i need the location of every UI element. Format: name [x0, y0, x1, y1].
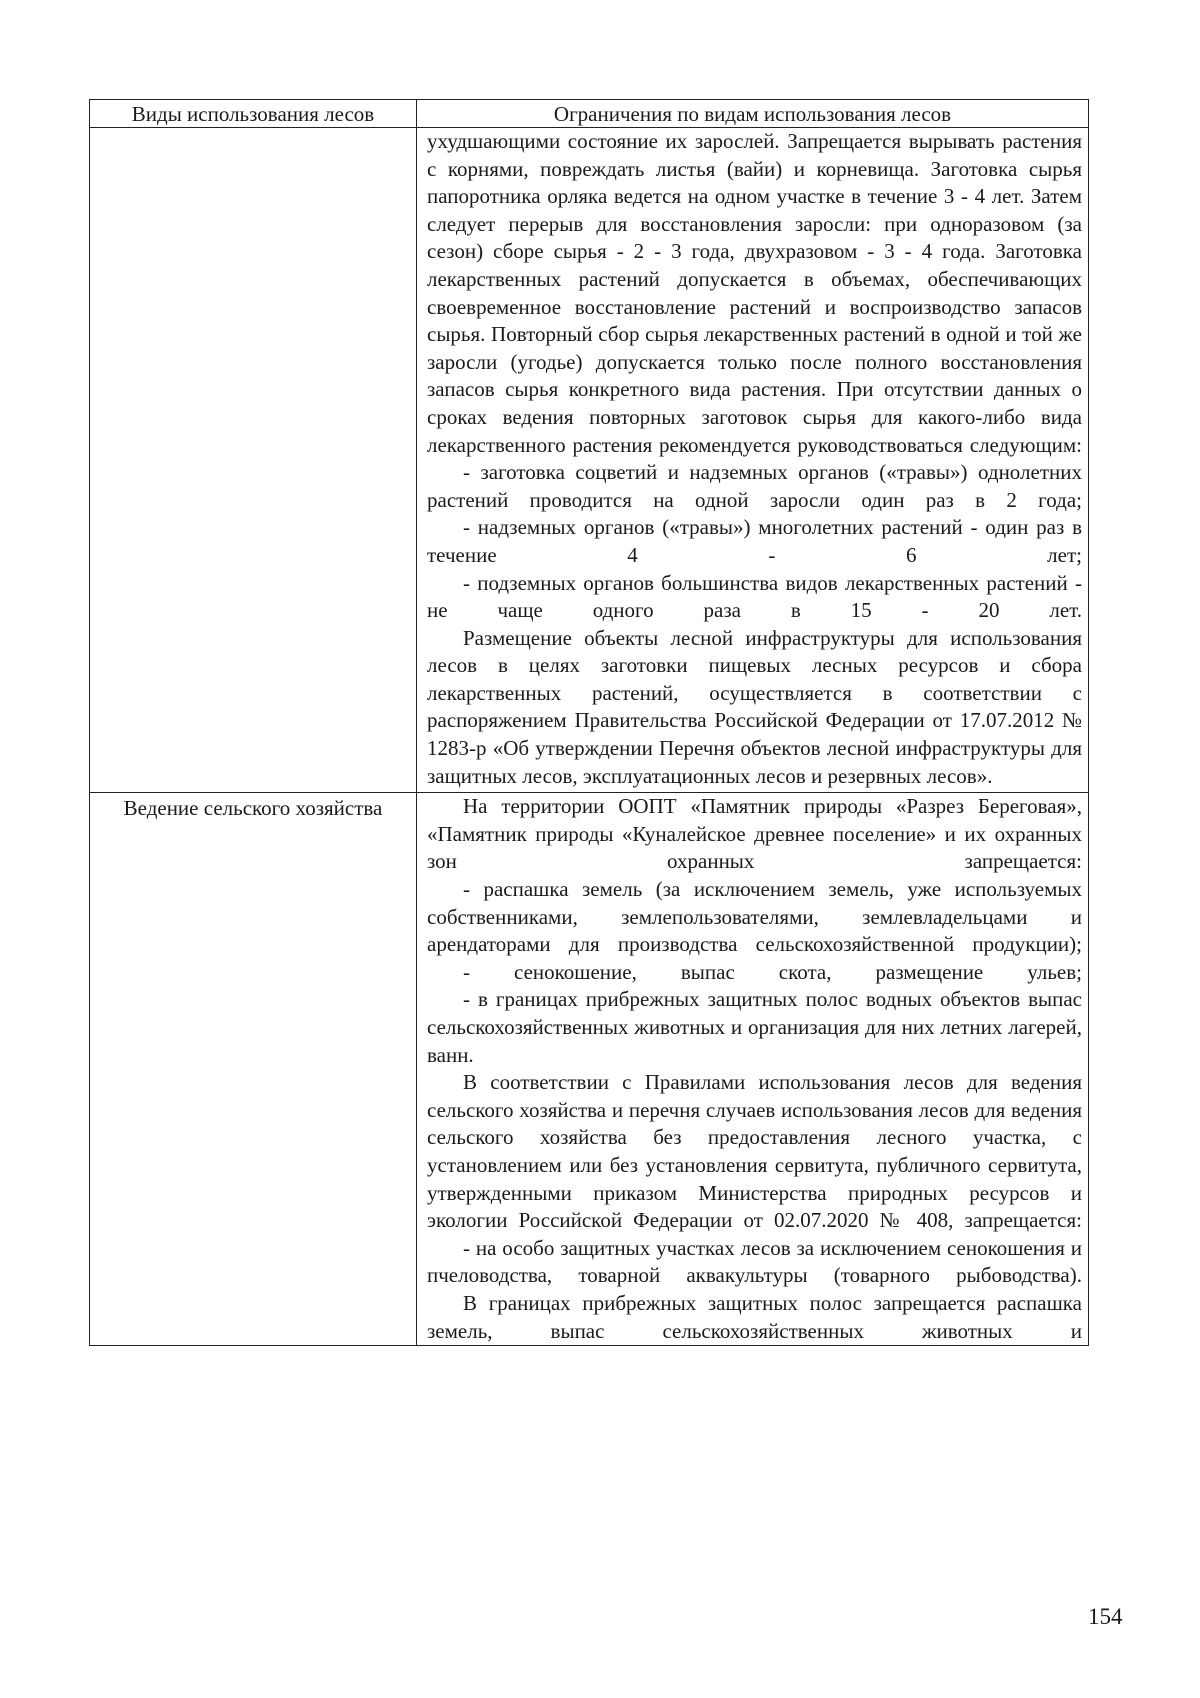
paragraph: На территории ООПТ «Памятник природы «Разрез Береговая», «Памятник природы «Куналейское древнее поселение» и их охранных зон охранных запрещается:	[427, 794, 1082, 874]
usage-type-cell-empty	[90, 128, 417, 793]
list-item: - заготовка соцветий и надземных органов («травы») однолетних растений проводится на одной заросли один раз в 2 года;	[427, 460, 1082, 512]
column-header-usage-types: Виды использования лесов	[90, 100, 417, 128]
page-number: 154	[1088, 1604, 1123, 1629]
list-item: - распашка земель (за исключением земель, уже используемых собственниками, землепользователями, землевладельцами и арендаторами для производства сельскохозяйственной продукции);	[427, 877, 1082, 957]
restrictions-cell	[417, 793, 1089, 1346]
paragraph: В соответствии с Правилами использования лесов для ведения сельского хозяйства и перечня случаев использования лесов для ведения сельского хозяйства без предоставления лесного участка, с установлением или без установления сервитута, публичного сервитута, утвержденными приказом Министерства природных ресурсов и экологии Российской Федерации от 02.07.2020 № 408, запрещается:	[427, 1070, 1082, 1233]
list-item: - сенокошение, выпас скота, размещение ульев;	[463, 959, 1082, 984]
list-item: - на особо защитных участках лесов за исключением сенокошения и пчеловодства, товарной аквакультуры (товарного рыбоводства).	[427, 1235, 1082, 1288]
paragraph: ухудшающими состояние их зарослей. Запрещается вырывать растения с корнями, повреждать листья (вайи) и корневища. Заготовка сырья папоротника орляка ведется на одном участке в течение 3 - 4 лет. Затем следует перерыв для восстановления заросли: при одноразовом (за сезон) сборе сырья - 2 - 3 года, двухразовом - 3 - 4 года. Заготовка лекарственных растений допускается в объемах, обеспечивающих своевременное восстановление растений и воспроизводство запасов сырья. Повторный сбор сырья лекарственных растений в одной и той же заросли (угодье) допускается только после полного восстановления запасов сырья конкретного вида растения. При отсутствии данных о сроках ведения повторных заготовок сырья для какого-либо вида лекарственного растения рекомендуется руководствоваться следующим:	[427, 129, 1082, 457]
list-item: - подземных органов большинства видов лекарственных растений - не чаще одного раза в 15 - 20 лет.	[427, 570, 1082, 623]
usage-type-cell: Ведение сельского хозяйства	[90, 793, 417, 1346]
restrictions-cell	[417, 128, 1089, 793]
paragraph: В границах прибрежных защитных полос запрещается распашка земель, выпас сельскохозяйственных животных и	[427, 1290, 1082, 1343]
column-header-restrictions: Ограничения по видам использования лесов	[417, 100, 1089, 128]
table-header-row	[90, 100, 1089, 128]
table-row	[90, 793, 1089, 1346]
list-item: - в границах прибрежных защитных полос водных объектов выпас сельскохозяйственных животных и организация для них летних лагерей, ванн.	[427, 987, 1082, 1067]
paragraph: Размещение объекты лесной инфраструктуры для использования лесов в целях заготовки пищевых лесных ресурсов и сбора лекарственных растений, осуществляется в соответствии с распоряжением Правительства Российской Федерации от 17.07.2012 № 1283-р «Об утверждении Перечня объектов лесной инфраструктуры для защитных лесов, эксплуатационных лесов и резервных лесов».	[427, 625, 1082, 788]
table-row	[90, 128, 1089, 793]
restrictions-table	[89, 99, 1089, 1346]
list-item: - надземных органов («травы») многолетних растений - один раз в течение 4 - 6 лет;	[427, 515, 1082, 567]
